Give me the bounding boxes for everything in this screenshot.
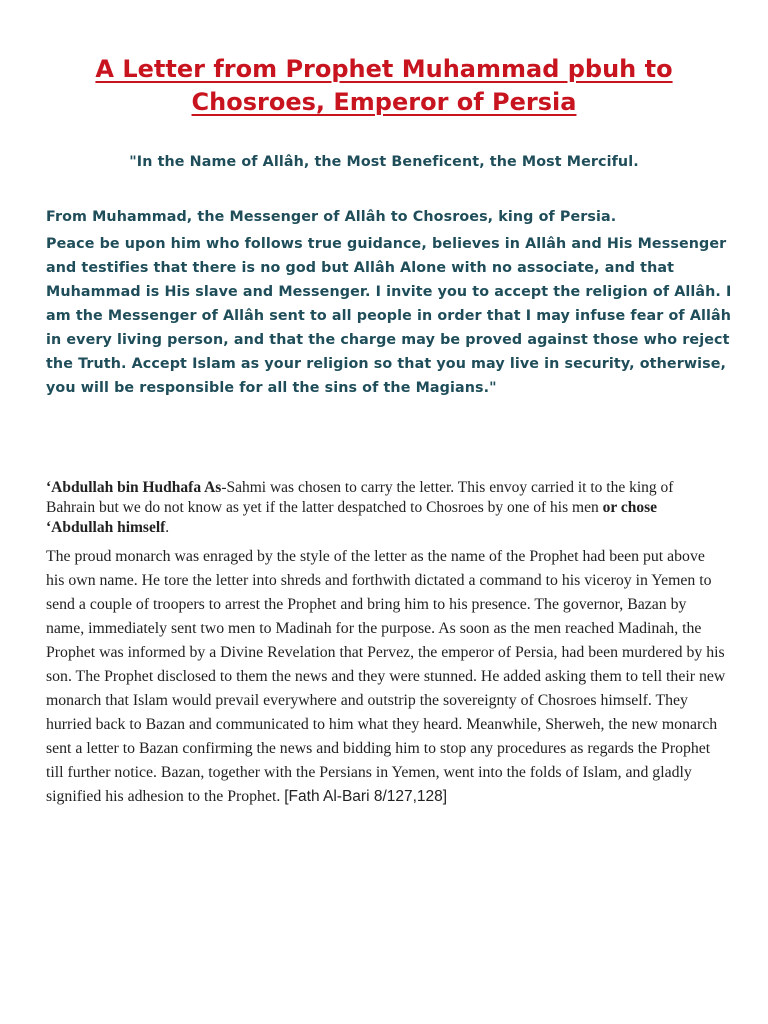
narrative-paragraph-monarch [46, 545, 726, 809]
narrative-paragraph-envoy [46, 478, 706, 538]
letter-from-line: From Muhammad, the Messenger of Allâh to Chosroes, king of Persia. [46, 209, 617, 225]
page-title [0, 53, 768, 119]
title-line-1: A Letter from Prophet Muhammad pbuh to [95, 55, 673, 83]
envoy-text: -Sahmi was chosen to carry the letter. This envoy carried it to the king of Bahrain but we do not know as yet if the latter despatched to Chosroes by one of his men [46, 479, 674, 516]
envoy-period: . [165, 519, 170, 536]
monarch-text: The proud monarch was enraged by the style of the letter as the name of the Prophet had been put above his own name. He tore the letter into shreds and forthwith dictated a command to his viceroy in Yemen to send a couple of troopers to arrest the Prophet and bring him to his presence. The governor, Bazan by name, immediately sent two men to Madinah for the purpose. As soon as the men reached Madinah, the Prophet was informed by a Divine Revelation that Pervez, the emperor of Persia, had been murdered by his son. The Prophet disclosed to them the news and they were stunned. He added asking them to tell their new monarch that Islam would prevail everywhere and outstrip the sovereignty of Chosroes himself. They hurried back to Bazan and communicated to him what they heard. Meanwhile, Sherweh, the new monarch sent a letter to Bazan confirming the news and bidding him to stop any procedures as regards the Prophet till further notice. Bazan, together with the Persians in Yemen, went into the folds of Islam, and gladly signified his adhesion to the Prophet. [46, 548, 726, 805]
envoy-name: ‘Abdullah bin Hudhafa As [46, 479, 222, 496]
envoy-text-bold-end: or chose ‘Abdullah himself [46, 499, 657, 536]
title-line-2: Chosroes, Emperor of Persia [191, 88, 577, 116]
letter-body: Peace be upon him who follows true guidance, believes in Allâh and His Messenger and testifies that there is no god but Allâh Alone with no associate, and that Muhammad is His slave and Messenger. I invite you to accept the religion of Allâh. I am the Messenger of Allâh sent to all people in order that I may infuse fear of Allâh in every living person, and that the charge may be proved against those who reject the Truth. Accept Islam as your religion so that you may live in security, otherwise, you will be responsible for all the sins of the Magians." [46, 236, 732, 396]
citation: [Fath Al-Bari 8/127,128] [284, 788, 448, 805]
letter-invocation: "In the Name of Allâh, the Most Beneficent, the Most Merciful. [129, 154, 639, 170]
